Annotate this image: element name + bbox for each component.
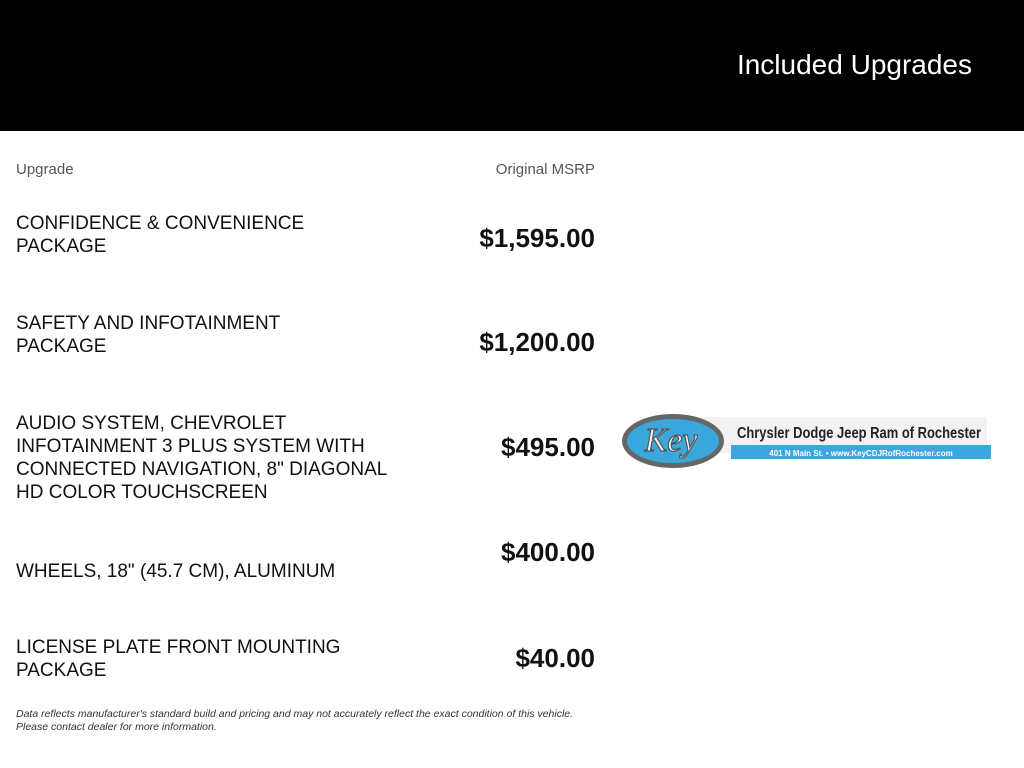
upgrade-name: AUDIO SYSTEM, CHEVROLET INFOTAINMENT 3 PLUS SYSTEM WITH CONNECTED NAVIGATION, 8" DIAGONAL HD COLOR TOUCHSCREEN — [16, 413, 387, 503]
upgrade-price: $40.00 — [515, 643, 595, 673]
upgrade-name: LICENSE PLATE FRONT MOUNTING PACKAGE — [16, 637, 341, 681]
upgrade-name: SAFETY AND INFOTAINMENT PACKAGE — [16, 313, 280, 357]
column-header-msrp: Original MSRP — [495, 161, 595, 178]
upgrade-price: $495.00 — [501, 432, 595, 462]
header-bar — [0, 0, 1024, 131]
svg-text:401 N Main St. • www.KeyCDJRof: 401 N Main St. • www.KeyCDJRofRochester.com — [769, 449, 953, 458]
upgrade-name: WHEELS, 18" (45.7 CM), ALUMINUM — [16, 561, 336, 582]
svg-text:Key: Key — [644, 422, 698, 459]
disclaimer — [16, 708, 573, 734]
page-title: Included Upgrades — [736, 49, 972, 80]
dealer-logo — [621, 411, 993, 471]
upgrade-price: $1,200.00 — [479, 327, 595, 357]
column-header-upgrade: Upgrade — [16, 161, 74, 178]
upgrade-price: $400.00 — [501, 537, 595, 567]
disclaimer-line: Please contact dealer for more information. — [16, 721, 217, 733]
svg-text:Chrysler Dodge Jeep Ram of Roc: Chrysler Dodge Jeep Ram of Rochester — [737, 425, 981, 442]
upgrade-price: $1,595.00 — [479, 223, 595, 253]
disclaimer-line: Data reflects manufacturer's standard build and pricing and may not accurately reflect the exact condition of this vehicle. — [16, 708, 574, 720]
upgrade-name: CONFIDENCE & CONVENIENCE PACKAGE — [16, 213, 305, 257]
